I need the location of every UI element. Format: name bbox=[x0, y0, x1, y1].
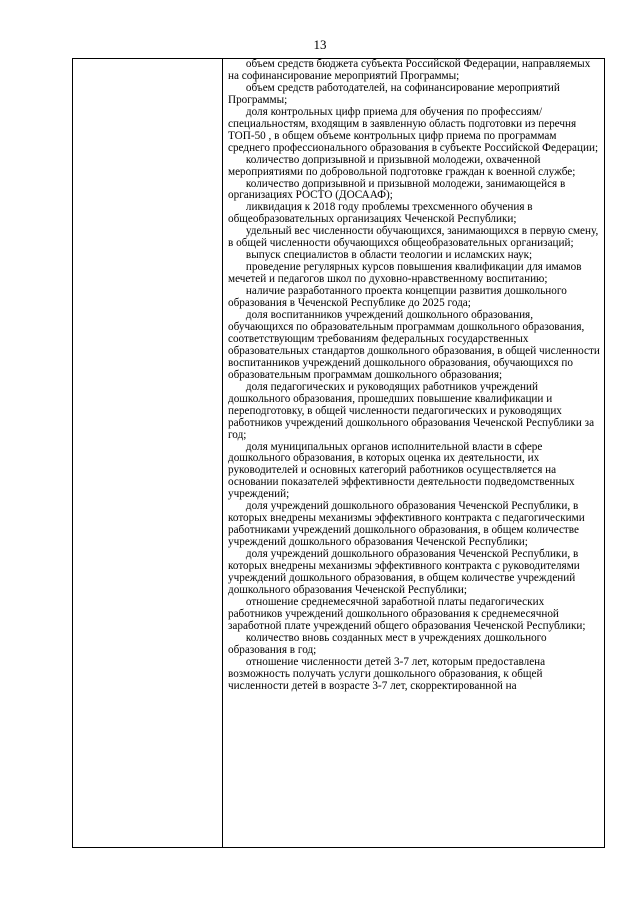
indicator-paragraph: доля муниципальных органов исполнительной власти в сфере дошкольного образования, в которых оценка их деятельности, их руководителей и основных категорий работников осуществляется на основании показателей эффективности деятельности подведомственных учреждений; bbox=[228, 440, 575, 501]
indicator-paragraph: отношение численности детей 3-7 лет, которым предоставлена возможность получать услуги дошкольного образования, к общей численности детей в возрасте 3-7 лет, скорректированной на bbox=[228, 655, 546, 692]
indicator-paragraph: ликвидация к 2018 году проблемы трехсменного обучения в общеобразовательных организациях Чеченской Республики; bbox=[228, 201, 533, 226]
indicator-paragraph: доля контрольных цифр приема для обучения по профессиям/ специальностям, входящим в заявленную область подготовки из перечня ТОП-50 , в общем объеме контрольных цифр приема по программам среднего профессионального образования в субъекте Российской Федерации; bbox=[228, 105, 599, 154]
indicator-paragraph: доля воспитанников учреждений дошкольного образования, обучающихся по образовательным программам дошкольного образования, соответствующим требованиям федеральных государственных образовательных стандартов дошкольного образования, в общей численности воспитанников учреждений дошкольного образования, обучающихся по образовательным программам дошкольного образования; bbox=[228, 309, 600, 381]
table-right-cell bbox=[224, 59, 604, 847]
indicator-paragraph: количество допризывной и призывной молодежи, занимающейся в организациях РОСТО (ДОСААФ); bbox=[228, 177, 566, 202]
indicator-paragraph: выпуск специалистов в области теологии и исламских наук; bbox=[245, 249, 533, 262]
indicator-paragraph: объем средств работодателей, на софинансирование мероприятий Программы; bbox=[228, 81, 560, 106]
indicator-paragraph: объем средств бюджета субъекта Российской Федерации, направляемых на софинансирование мероприятий Программы; bbox=[228, 59, 591, 82]
indicator-paragraph: количество допризывной и призывной молодежи, охваченной мероприятиями по добровольной подготовке граждан к военной службе; bbox=[228, 153, 576, 178]
page-number: 13 bbox=[313, 37, 327, 52]
indicators-table bbox=[72, 58, 605, 848]
indicator-paragraph: доля учреждений дошкольного образования Чеченской Республики, в которых внедрены механизмы эффективного контракта с руководителями учреждений дошкольного образования, в общем количестве учреждений дошкольного образования Чеченской Республики; bbox=[228, 548, 580, 596]
indicator-paragraph: удельный вес численности обучающихся, занимающихся в первую смену, в общей численности обучающихся общеобразовательных организаций; bbox=[228, 225, 599, 250]
table-left-cell bbox=[73, 59, 223, 847]
indicator-paragraph: проведение регулярных курсов повышения квалификации для имамов мечетей и педагогов школ по духовно-нравственному воспитанию; bbox=[228, 261, 582, 286]
indicator-paragraph: количество вновь созданных мест в учреждениях дошкольного образования в год; bbox=[228, 631, 547, 656]
indicator-paragraph: отношение среднемесячной заработной платы педагогических работников учреждений дошкольного образования к среднемесячной заработной плате учреждений общего образования Чеченской Республики; bbox=[228, 595, 586, 632]
indicator-paragraph: доля педагогических и руководящих работников учреждений дошкольного образования, прошедших повышение квалификации и переподготовку, в общей численности педагогических и руководящих работников учреждений дошкольного образования Чеченской Республики за год; bbox=[228, 380, 595, 441]
indicator-paragraph: доля учреждений дошкольного образования Чеченской Республики, в которых внедрены механизмы эффективного контракта с педагогическими работниками учреждений дошкольного образования, в общем количестве учреждений дошкольного образования Чеченской Республики; bbox=[228, 500, 585, 549]
indicator-paragraph: наличие разработанного проекта концепции развития дошкольного образования в Чеченской Республике до 2025 года; bbox=[228, 285, 567, 310]
